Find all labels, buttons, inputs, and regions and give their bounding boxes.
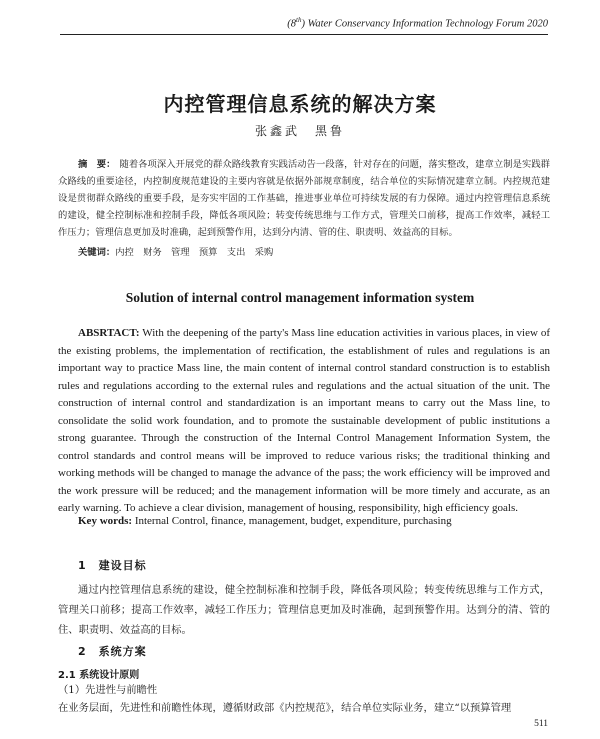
abstract-cn-label: 摘 要：: [78, 159, 116, 170]
section-1-title: 建设目标: [98, 559, 147, 572]
abstract-en: [58, 325, 550, 518]
abstract-en-text: With the deepening of the party's Mass line education activities in various places, in view of the existing problems, the implementation of rectification, the establishment of rules and regulations is an important way to practice Mass line, the main content of internal control standard construction is to establish rules and regulations according to the external rules and regulations and the actual situation of the unit. The construction of internal control and standardization is an important means to carry out the Mass line, to consolidate the solid work foundation, and to promote the sustainable development of public institutions a strong guarantee. Through the construction of the Internal Control Management Information System, the control standards and control means will be improved to reduce various risks; the traditional thinking and working methods will be changed to manage the advance of the pass; the work efficiency will be improved and the work pressure will be reduced; and the management information will be more timely and accurate, as an early warning. To achieve a clear division, management of housing, responsibility, high efficiency goals.: [58, 327, 550, 514]
section-1-text: 通过内控管理信息系统的建设，健全控制标准和控制手段，降低各项风险；转变传统思维与工作方式，管理关口前移；提高工作效率，减轻工作压力；管理信息更加及时准确，起到预警作用。达到分的清、管的住、职责明、效益高的目标。: [58, 584, 550, 636]
section-2-number: 2: [78, 645, 87, 658]
paper-title-en: Solution of internal control management information system: [125, 290, 475, 305]
section-2-title: 系统方案: [98, 645, 147, 658]
running-head: (8th) Water Conservancy Information Technology Forum 2020: [287, 16, 548, 30]
point-1-heading: （1）先进性与前瞻性: [58, 684, 158, 696]
section-2-text: 在业务层面，先进性和前瞻性体现，遵循财政部《内控规范》，结合单位实际业务，建立“以预算管理: [58, 702, 512, 714]
section-1-heading: [78, 557, 147, 573]
section-1-body: [58, 580, 550, 640]
keywords-cn-text: 内控 财务 管理 预算 支出 采购: [115, 247, 274, 258]
section-2-heading: [78, 643, 147, 659]
subsection-2-1-heading: 2.1 系统设计原则: [58, 670, 140, 681]
abstract-cn: [58, 156, 550, 241]
keywords-en-text: Internal Control, finance, management, budget, expenditure, purchasing: [134, 515, 452, 527]
abstract-cn-text: 随着各项深入开展党的群众路线教育实践活动告一段落，针对存在的问题，落实整改，建章立制是实践群众路线的重要途径，内控制度规范建设的主要内容就是依据外部规章制度，结合单位的实际情况建章立制。内控规范建设是贯彻群众路线的重要手段，是夯实牢固的工作基础，推进事业单位可持续发展的有力保障。通过内控管理信息系统的建设，健全控制标准和控制手段，降低各项风险；转变传统思维与工作方式，管理关口前移，提高工作效率，减轻工作压力；管理信息更加及时准确，起到预警作用，达到分内清、管的住、职责明、效益高的目标。: [58, 159, 550, 238]
section-2-body: [58, 698, 550, 718]
section-1-number: 1: [78, 559, 87, 572]
paper-title-cn: 内控管理信息系统的解决方案: [163, 92, 437, 116]
abstract-en-label: ABSRTACT:: [78, 327, 140, 339]
keywords-en-label: Key words:: [78, 515, 133, 527]
header-rule: [60, 34, 548, 35]
authors: 张鑫武 黑鲁: [254, 124, 345, 138]
keywords-en: [78, 515, 550, 527]
page-number: 511: [534, 719, 548, 729]
keywords-cn: [78, 244, 550, 258]
keywords-cn-label: 关键词：: [78, 247, 116, 258]
